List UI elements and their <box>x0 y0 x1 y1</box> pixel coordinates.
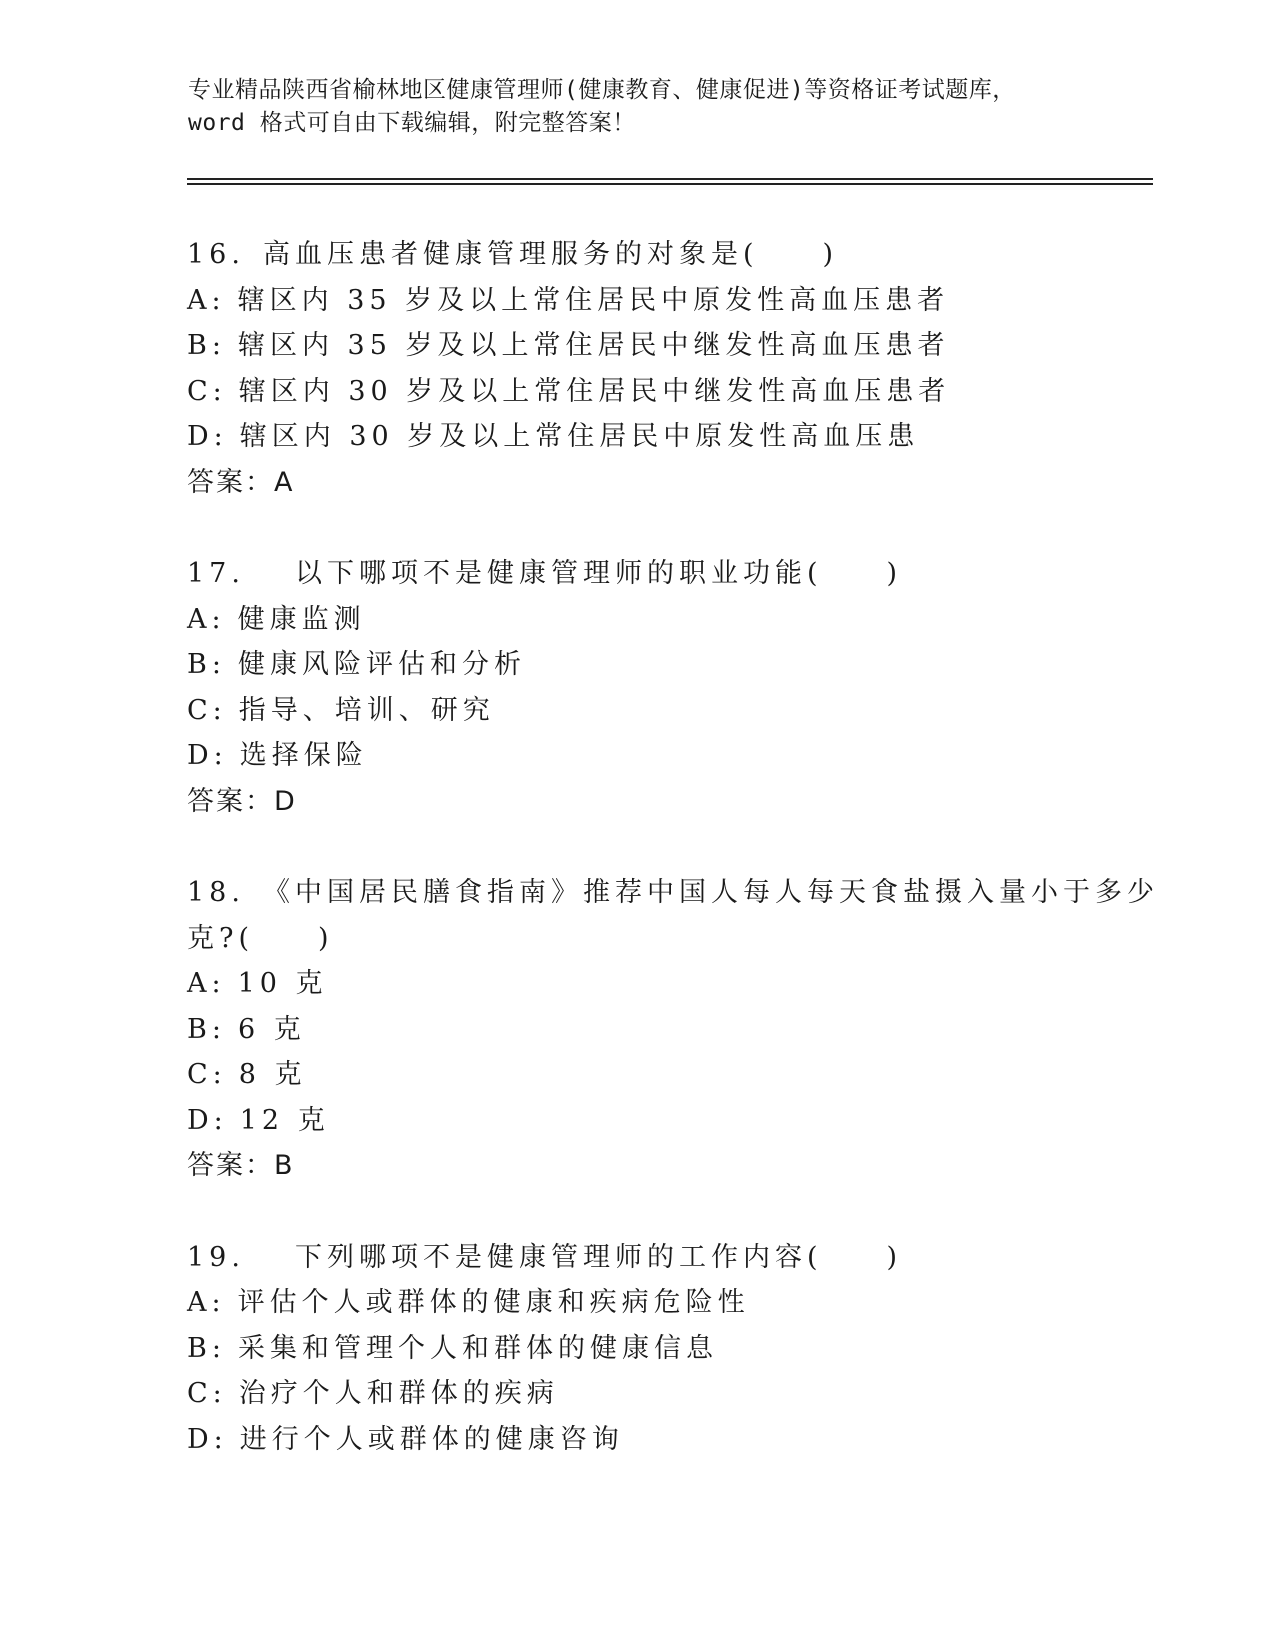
option-key: D: <box>187 740 228 771</box>
question-18 <box>187 870 1159 1189</box>
option-a <box>187 961 1107 1007</box>
option-text: 8 克 <box>238 1059 307 1090</box>
header-divider-top <box>187 178 1153 180</box>
question-text: 以下哪项不是健康管理师的职业功能( ) <box>262 558 903 589</box>
option-c <box>187 688 1107 734</box>
option-key: D: <box>187 1104 228 1136</box>
option-key: C: <box>187 375 227 407</box>
option-a <box>187 1280 1107 1326</box>
option-key: A: <box>187 284 226 316</box>
header-divider-bottom <box>187 183 1153 185</box>
option-key: C: <box>187 1378 227 1409</box>
option-text: 健康监测 <box>237 603 366 635</box>
option-text: 辖区内 30 岁及以上常住居民中继发性高血压患者 <box>238 375 951 407</box>
option-text: 健康风险评估和分析 <box>237 649 526 680</box>
option-text: 进行个人或群体的健康咨询 <box>239 1423 624 1455</box>
question-number: 17. <box>187 558 245 589</box>
question-list <box>187 232 1159 1508</box>
option-d <box>187 733 1107 779</box>
option-b <box>187 1007 1107 1053</box>
question-number: 16. <box>187 239 245 270</box>
option-d <box>187 1098 1107 1144</box>
answer-line: 答案：A <box>187 466 295 498</box>
option-c <box>187 1052 1107 1098</box>
question-stem-continued: 克?( ) <box>187 922 334 954</box>
option-key: A: <box>187 1287 226 1318</box>
option-text: 辖区内 35 岁及以上常住居民中原发性高血压患者 <box>237 284 950 316</box>
answer-line: 答案：B <box>187 1150 295 1181</box>
header-line-1: 专业精品陕西省榆林地区健康管理师(健康教育、健康促进)等资格证考试题库， <box>188 77 1016 103</box>
option-key: A: <box>187 968 226 999</box>
option-d <box>187 414 1107 460</box>
option-text: 选择保险 <box>239 740 368 771</box>
option-text: 辖区内 35 岁及以上常住居民中继发性高血压患者 <box>237 330 950 361</box>
option-text: 评估个人或群体的健康和疾病危险性 <box>237 1287 750 1318</box>
option-text: 辖区内 30 岁及以上常住居民中原发性高血压患 <box>239 421 920 452</box>
option-text: 治疗个人和群体的疾病 <box>238 1378 559 1409</box>
question-stem <box>187 870 1159 916</box>
question-16 <box>187 232 1107 505</box>
option-key: B: <box>187 330 226 361</box>
option-text: 6 克 <box>237 1013 306 1045</box>
option-key: D: <box>187 1423 228 1455</box>
question-19 <box>187 1235 1107 1463</box>
question-text: 高血压患者健康管理服务的对象是( ) <box>262 239 839 270</box>
option-c <box>187 1371 1107 1417</box>
question-17 <box>187 551 1107 824</box>
option-key: D: <box>187 421 228 452</box>
question-text: 《中国居民膳食指南》推荐中国人每人每天食盐摄入量小于多少 <box>262 877 1159 908</box>
option-key: A: <box>187 603 226 635</box>
question-number: 19. <box>187 1241 245 1273</box>
option-key: C: <box>187 694 227 726</box>
option-text: 指导、培训、研究 <box>238 694 495 726</box>
document-header <box>188 74 1088 140</box>
option-c <box>187 369 1107 415</box>
header-line-2: word 格式可自由下载编辑，附完整答案！ <box>188 110 636 136</box>
option-text: 采集和管理个人和群体的健康信息 <box>237 1332 718 1364</box>
question-text: 下列哪项不是健康管理师的工作内容( ) <box>262 1241 903 1273</box>
answer-line: 答案：D <box>187 785 297 817</box>
option-b <box>187 1326 1107 1372</box>
option-text: 10 克 <box>237 968 328 999</box>
option-key: C: <box>187 1059 227 1090</box>
option-key: B: <box>187 1013 226 1045</box>
question-stem <box>187 551 1107 597</box>
option-a <box>187 597 1107 643</box>
option-key: B: <box>187 1332 226 1364</box>
question-stem <box>187 232 1107 278</box>
option-text: 12 克 <box>239 1104 330 1136</box>
question-number: 18. <box>187 877 245 908</box>
option-b <box>187 323 1107 369</box>
option-b <box>187 642 1107 688</box>
option-d <box>187 1417 1107 1463</box>
question-stem <box>187 1235 1107 1281</box>
option-key: B: <box>187 649 226 680</box>
option-a <box>187 278 1107 324</box>
